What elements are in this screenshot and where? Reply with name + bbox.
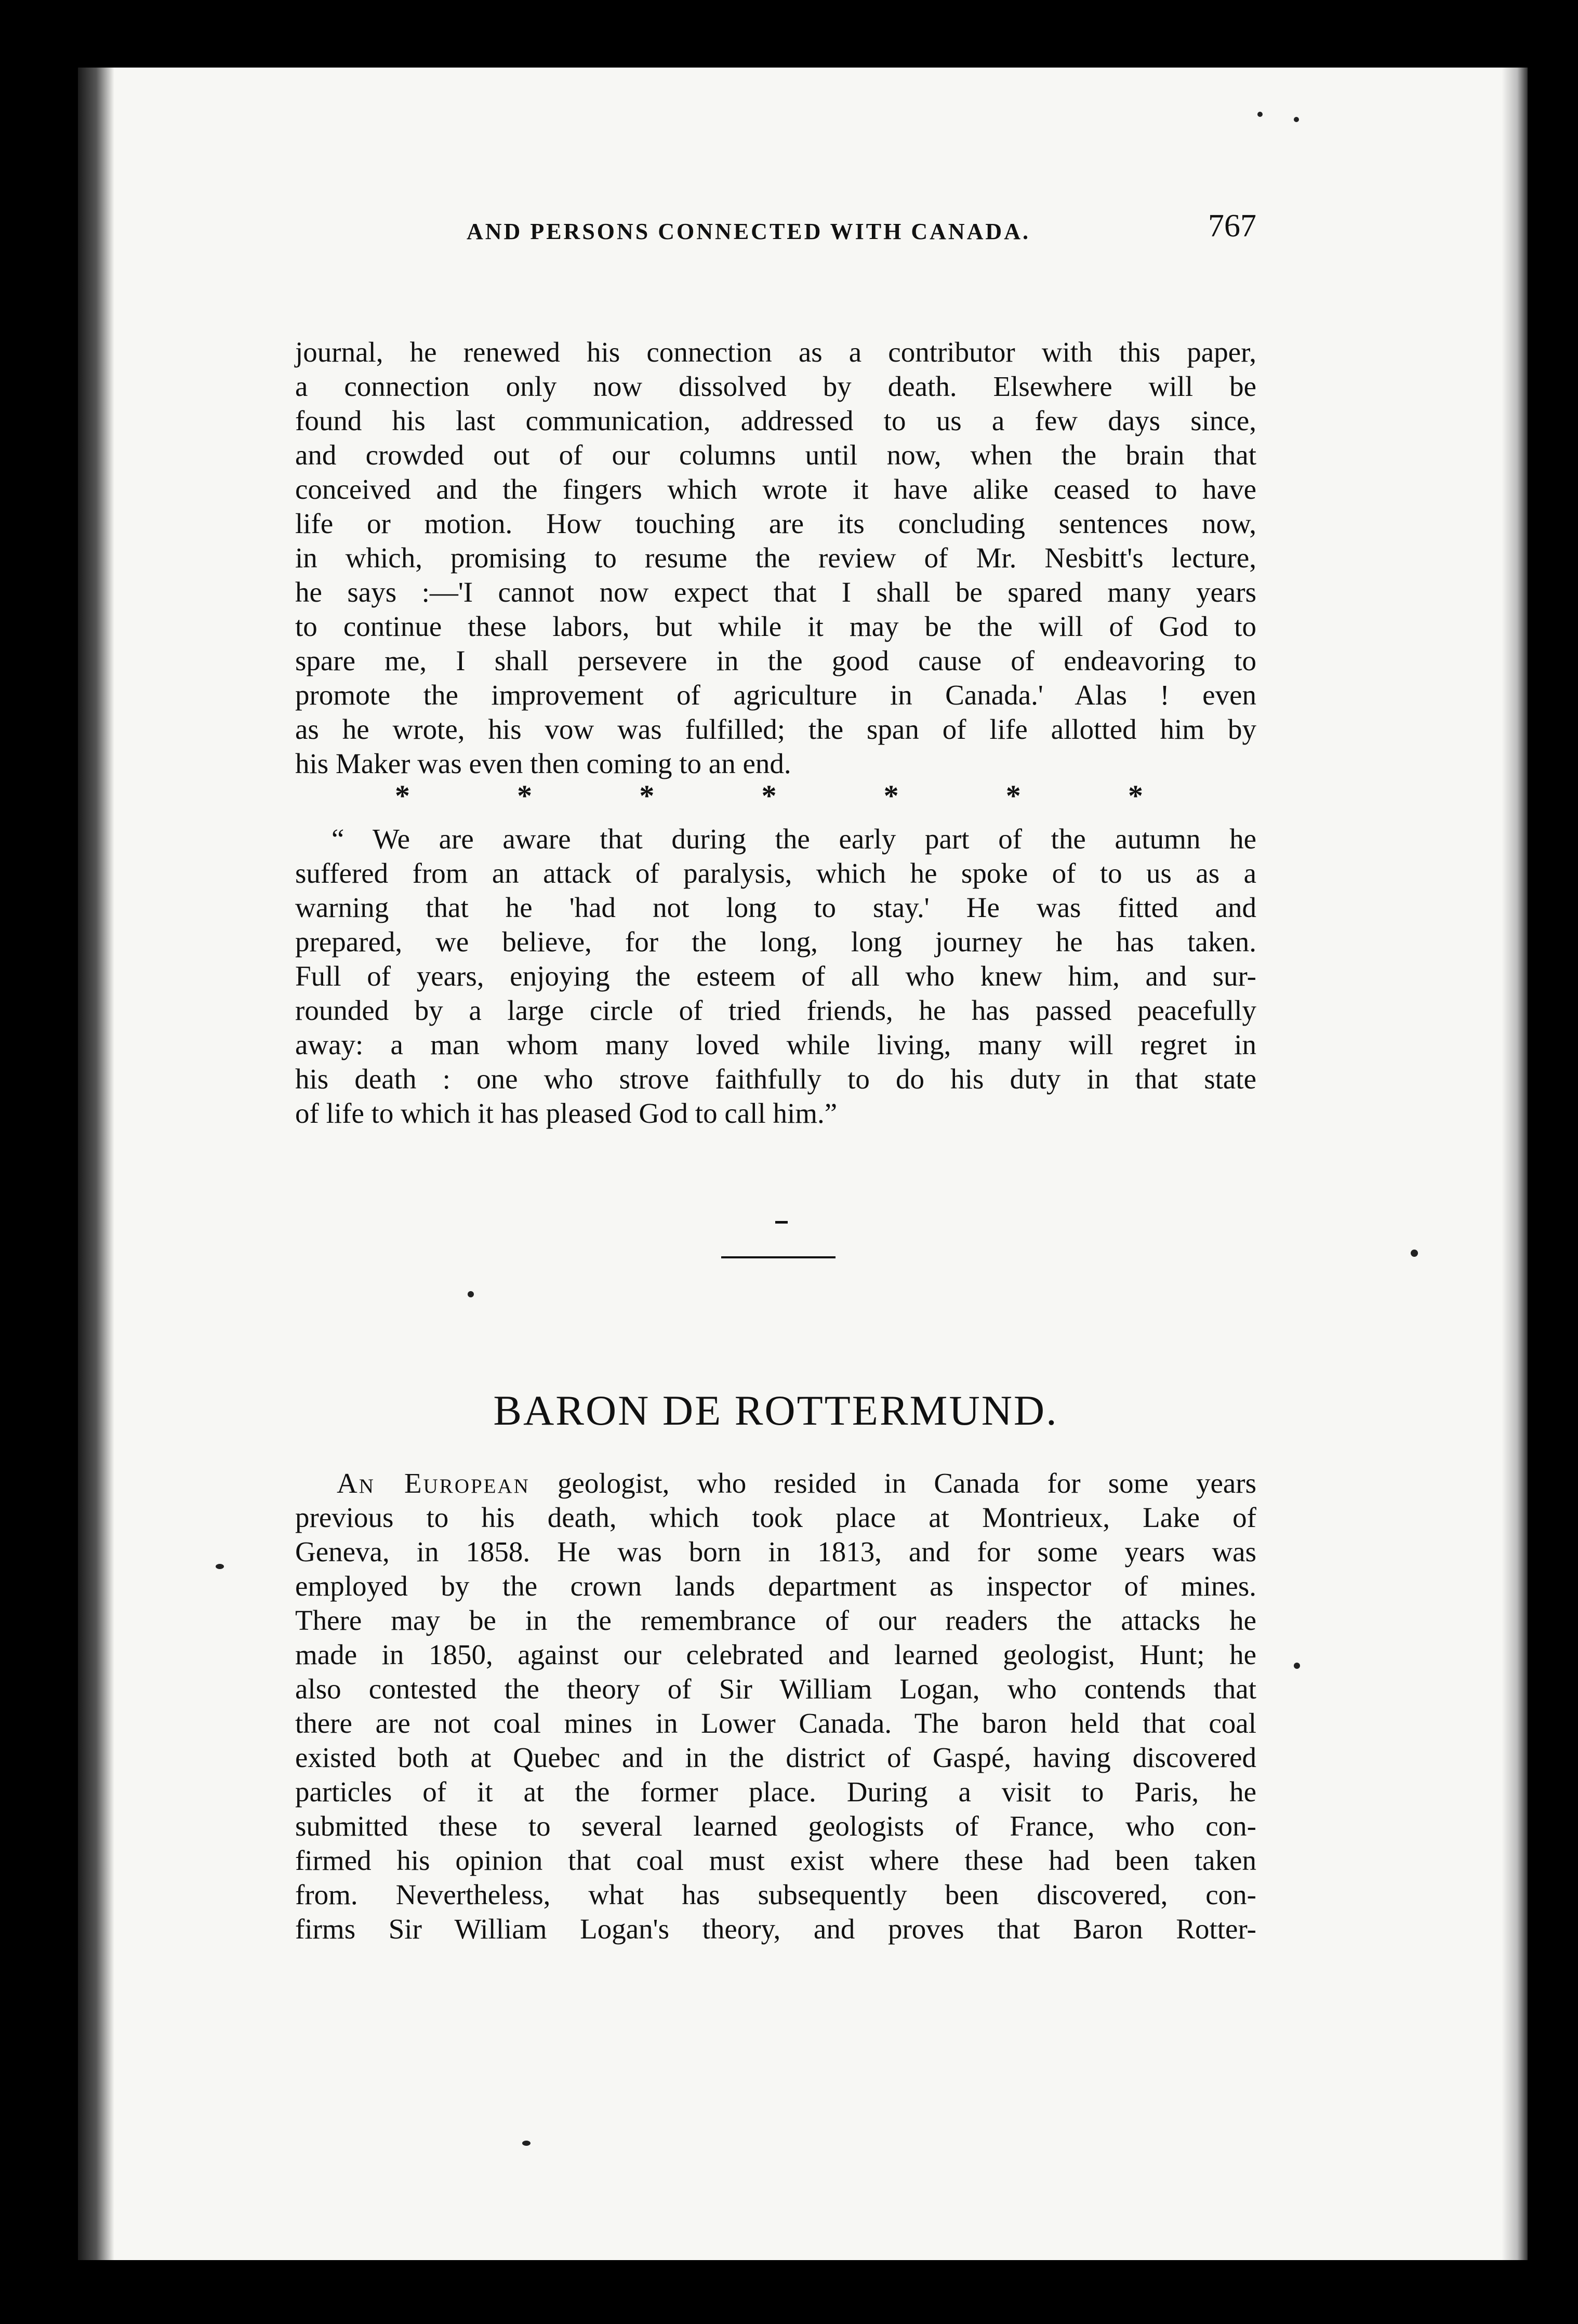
asterisk: * xyxy=(517,779,533,813)
scan-speck xyxy=(1411,1250,1418,1257)
page-binding-shadow xyxy=(78,68,114,2260)
asterisk: * xyxy=(1128,779,1143,813)
running-header xyxy=(295,208,1256,255)
text-line: life or motion. How touching are its concluding sentences now, xyxy=(295,508,1256,539)
text-line: firmed his opinion that coal must exist where these had been taken xyxy=(295,1844,1256,1876)
article-continuation xyxy=(295,335,1256,781)
text-line: found his last communication, addressed to us a few days since, xyxy=(295,405,1256,436)
scan-speck xyxy=(1257,112,1263,117)
text-line: warning that he 'had not long to stay.' He was fitted and xyxy=(295,892,1256,923)
scan-speck xyxy=(216,1564,224,1569)
scan-speck xyxy=(522,2141,531,2146)
text-line: of life to which it has pleased God to call him.” xyxy=(295,1097,838,1129)
text-line: journal, he renewed his connection as a contributor with this paper, xyxy=(295,336,1256,368)
text-line: away: a man whom many loved while living, many will regret in xyxy=(295,1029,1256,1060)
asterism-separator xyxy=(395,778,1143,813)
text-line: in which, promising to resume the review of Mr. Nesbitt's lecture, xyxy=(295,542,1256,574)
text-line: existed both at Quebec and in the district of Gaspé, having discovered xyxy=(295,1742,1256,1773)
text-line xyxy=(295,1466,1256,1500)
text-line: employed by the crown lands department as inspector of mines. xyxy=(295,1570,1256,1602)
text-line: prepared, we believe, for the long, long journey he has taken. xyxy=(295,926,1256,958)
quoted-obituary xyxy=(295,822,1256,1131)
text-line: There may be in the remembrance of our readers the attacks he xyxy=(295,1604,1256,1636)
text-line: from. Nevertheless, what has subsequently been discovered, con- xyxy=(295,1879,1256,1910)
text-line: previous to his death, which took place at Montrieux, Lake of xyxy=(295,1502,1256,1533)
text-line: Geneva, in 1858. He was born in 1813, and for some years was xyxy=(295,1536,1256,1568)
text-line: and crowded out of our columns until now, when the brain that xyxy=(295,439,1256,471)
text-line: suffered from an attack of paralysis, which he spoke of to us as a xyxy=(295,857,1256,889)
text-line: particles of it at the former place. During a visit to Paris, he xyxy=(295,1776,1256,1808)
scan-speck xyxy=(1294,1663,1300,1669)
text-line: firms Sir William Logan's theory, and proves that Baron Rotter- xyxy=(295,1913,1256,1945)
text-line: Full of years, enjoying the esteem of all who knew him, and sur- xyxy=(295,960,1256,992)
text-line: there are not coal mines in Lower Canada. The baron held that coal xyxy=(295,1707,1256,1739)
text-line: a connection only now dissolved by death. Elsewhere will be xyxy=(295,370,1256,402)
text-line-rest: geologist, who resided in Canada for some years xyxy=(557,1467,1256,1499)
page-number: 767 xyxy=(1208,208,1256,244)
scan-speck xyxy=(1294,117,1299,122)
text-line: spare me, I shall persevere in the good cause of endeavoring to xyxy=(295,645,1256,676)
biography-text xyxy=(295,1466,1256,1946)
divider-ornament xyxy=(775,1221,788,1224)
text-line: “ We are aware that during the early part of the autumn he xyxy=(331,823,1256,855)
asterisk: * xyxy=(883,779,899,813)
section-divider xyxy=(721,1256,836,1258)
lead-in-words: An European xyxy=(337,1467,530,1499)
asterisk: * xyxy=(1005,779,1021,813)
running-title: AND PERSONS CONNECTED WITH CANADA. xyxy=(467,219,1030,244)
text-line: promote the improvement of agriculture in Canada.' Alas ! even xyxy=(295,679,1256,711)
asterisk: * xyxy=(395,779,410,813)
text-line: his Maker was even then coming to an end. xyxy=(295,748,791,779)
asterisk: * xyxy=(761,779,777,813)
scan-speck xyxy=(468,1291,474,1297)
text-line: conceived and the fingers which wrote it have alike ceased to have xyxy=(295,473,1256,505)
text-line: made in 1850, against our celebrated and learned geologist, Hunt; he xyxy=(295,1639,1256,1670)
text-line: also contested the theory of Sir William Logan, who contends that xyxy=(295,1673,1256,1705)
text-line: to continue these labors, but while it may be the will of God to xyxy=(295,610,1256,642)
text-line: he says :—'I cannot now expect that I shall be spared many years xyxy=(295,576,1256,608)
text-line: as he wrote, his vow was fulfilled; the span of life allotted him by xyxy=(295,713,1256,745)
text-line: his death : one who strove faithfully to do his duty in that state xyxy=(295,1063,1256,1095)
section-heading: BARON DE ROTTERMUND. xyxy=(493,1387,1058,1434)
text-line: rounded by a large circle of tried friends, he has passed peacefully xyxy=(295,994,1256,1026)
asterisk: * xyxy=(639,779,655,813)
page-edge-shadow xyxy=(1502,68,1528,2260)
text-line: submitted these to several learned geologists of France, who con- xyxy=(295,1810,1256,1842)
